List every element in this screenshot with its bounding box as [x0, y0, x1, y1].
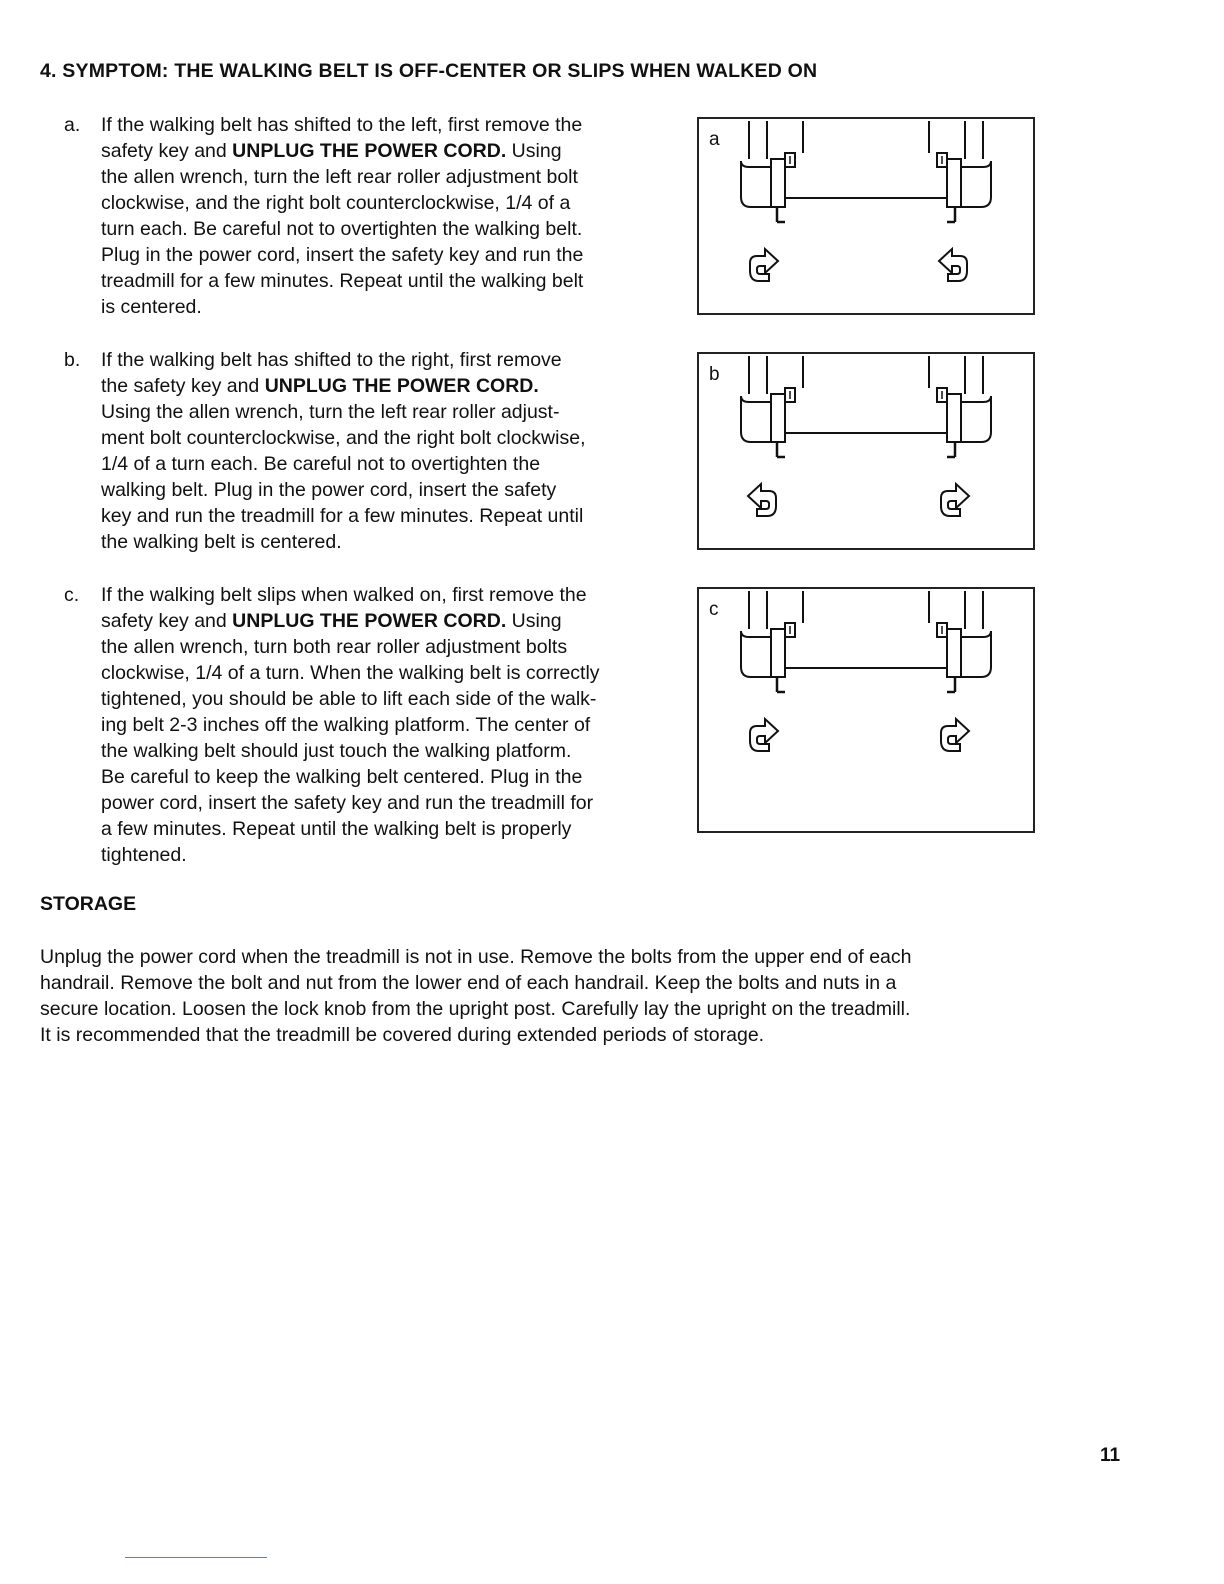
roller-bracket	[771, 629, 785, 677]
right-roller-assembly	[929, 121, 991, 222]
figure-label: b	[709, 364, 720, 385]
roller-end-cap	[961, 631, 991, 677]
text-line: tightened.	[101, 844, 187, 866]
text-line: a few minutes. Repeat until the walking belt is properly	[101, 818, 572, 840]
rotation-arrow-shape	[941, 719, 969, 751]
rotation-arrow-shape	[748, 484, 776, 516]
text-line: the safety key and UNPLUG THE POWER CORD.	[101, 375, 539, 397]
step-marker: b.	[64, 349, 81, 371]
roller-end-cap	[741, 396, 771, 442]
rotation-arrow-shape	[941, 484, 969, 516]
roller-bracket	[771, 159, 785, 207]
text-line: Plug in the power cord, insert the safety key and run the	[101, 244, 584, 266]
figure-b	[697, 352, 1035, 550]
text-line: If the walking belt has shifted to the right, first remove	[101, 349, 562, 371]
roller-diagram	[699, 589, 1033, 831]
rotate-counterclockwise-arrow	[748, 484, 776, 516]
text-line: ment bolt counterclockwise, and the right bolt clockwise,	[101, 427, 586, 449]
step-marker: c.	[64, 584, 80, 606]
text-line: safety key and UNPLUG THE POWER CORD. Using	[101, 610, 562, 632]
text-line: clockwise, 1/4 of a turn. When the walking belt is correctly	[101, 662, 600, 684]
rotate-counterclockwise-arrow	[939, 249, 967, 281]
text-line: power cord, insert the safety key and run the treadmill for	[101, 792, 594, 814]
text-line: the allen wrench, turn both rear roller adjustment bolts	[101, 636, 568, 658]
right-roller-assembly	[929, 356, 991, 457]
left-roller-assembly	[741, 356, 803, 457]
text-line: safety key and UNPLUG THE POWER CORD. Using	[101, 140, 562, 162]
text-line: is centered.	[101, 296, 202, 318]
step-text	[101, 347, 664, 555]
step-c	[64, 582, 664, 868]
step-b	[64, 347, 664, 555]
text-line: If the walking belt has shifted to the left, first remove the	[101, 114, 583, 136]
storage-heading: STORAGE	[40, 893, 137, 915]
rotation-arrow-shape	[750, 719, 778, 751]
storage-text	[40, 944, 1050, 1048]
roller-end-cap	[961, 161, 991, 207]
rotate-clockwise-arrow	[750, 719, 778, 751]
step-marker: a.	[64, 114, 81, 136]
figure-a	[697, 117, 1035, 315]
left-roller-assembly	[741, 121, 803, 222]
step-text	[101, 112, 664, 320]
roller-bracket	[947, 394, 961, 442]
step-a	[64, 112, 664, 320]
text-line: Using the allen wrench, turn the left rear roller adjust-	[101, 401, 560, 423]
text-line: key and run the treadmill for a few minutes. Repeat until	[101, 505, 584, 527]
text-line: Be careful to keep the walking belt centered. Plug in the	[101, 766, 583, 788]
text-line: treadmill for a few minutes. Repeat until the walking belt	[101, 270, 584, 292]
text-line: the allen wrench, turn the left rear roller adjustment bolt	[101, 166, 578, 188]
roller-bracket	[947, 159, 961, 207]
warning-text: UNPLUG THE POWER CORD.	[232, 140, 507, 162]
left-roller-assembly	[741, 591, 803, 692]
warning-text: UNPLUG THE POWER CORD.	[232, 610, 507, 632]
figure-label: c	[709, 599, 719, 620]
roller-end-cap	[741, 161, 771, 207]
text-line: Unplug the power cord when the treadmill is not in use. Remove the bolts from the upper end of each	[40, 946, 912, 968]
text-line: It is recommended that the treadmill be covered during extended periods of storage.	[40, 1024, 765, 1046]
footer-rule	[125, 1557, 267, 1558]
roller-diagram	[699, 354, 1033, 548]
rotate-clockwise-arrow	[941, 484, 969, 516]
text-line: the walking belt should just touch the walking platform.	[101, 740, 572, 762]
rotate-clockwise-arrow	[941, 719, 969, 751]
warning-text: UNPLUG THE POWER CORD.	[264, 375, 539, 397]
figure-label: a	[709, 129, 720, 150]
step-text	[101, 582, 664, 868]
right-roller-assembly	[929, 591, 991, 692]
text-line: turn each. Be careful not to overtighten the walking belt.	[101, 218, 583, 240]
rotation-arrow-shape	[939, 249, 967, 281]
text-line: 1/4 of a turn each. Be careful not to overtighten the	[101, 453, 541, 475]
rotation-arrow-shape	[750, 249, 778, 281]
text-line: walking belt. Plug in the power cord, insert the safety	[101, 479, 557, 501]
text-line: clockwise, and the right bolt counterclockwise, 1/4 of a	[101, 192, 571, 214]
text-line: tightened, you should be able to lift each side of the walk-	[101, 688, 597, 710]
roller-bracket	[771, 394, 785, 442]
text-line: secure location. Loosen the lock knob from the upright post. Carefully lay the upright on the treadmill.	[40, 998, 911, 1020]
rotate-clockwise-arrow	[750, 249, 778, 281]
text-line: ing belt 2-3 inches off the walking platform. The center of	[101, 714, 591, 736]
text-line: the walking belt is centered.	[101, 531, 342, 553]
roller-diagram	[699, 119, 1033, 313]
page-number: 11	[1100, 1445, 1121, 1466]
section-heading: 4. SYMPTOM: THE WALKING BELT IS OFF-CENTER OR SLIPS WHEN WALKED ON	[40, 60, 818, 82]
roller-bracket	[947, 629, 961, 677]
roller-end-cap	[961, 396, 991, 442]
text-line: handrail. Remove the bolt and nut from the lower end of each handrail. Keep the bolts and nuts in a	[40, 972, 897, 994]
roller-end-cap	[741, 631, 771, 677]
text-line: If the walking belt slips when walked on, first remove the	[101, 584, 587, 606]
figure-c	[697, 587, 1035, 833]
